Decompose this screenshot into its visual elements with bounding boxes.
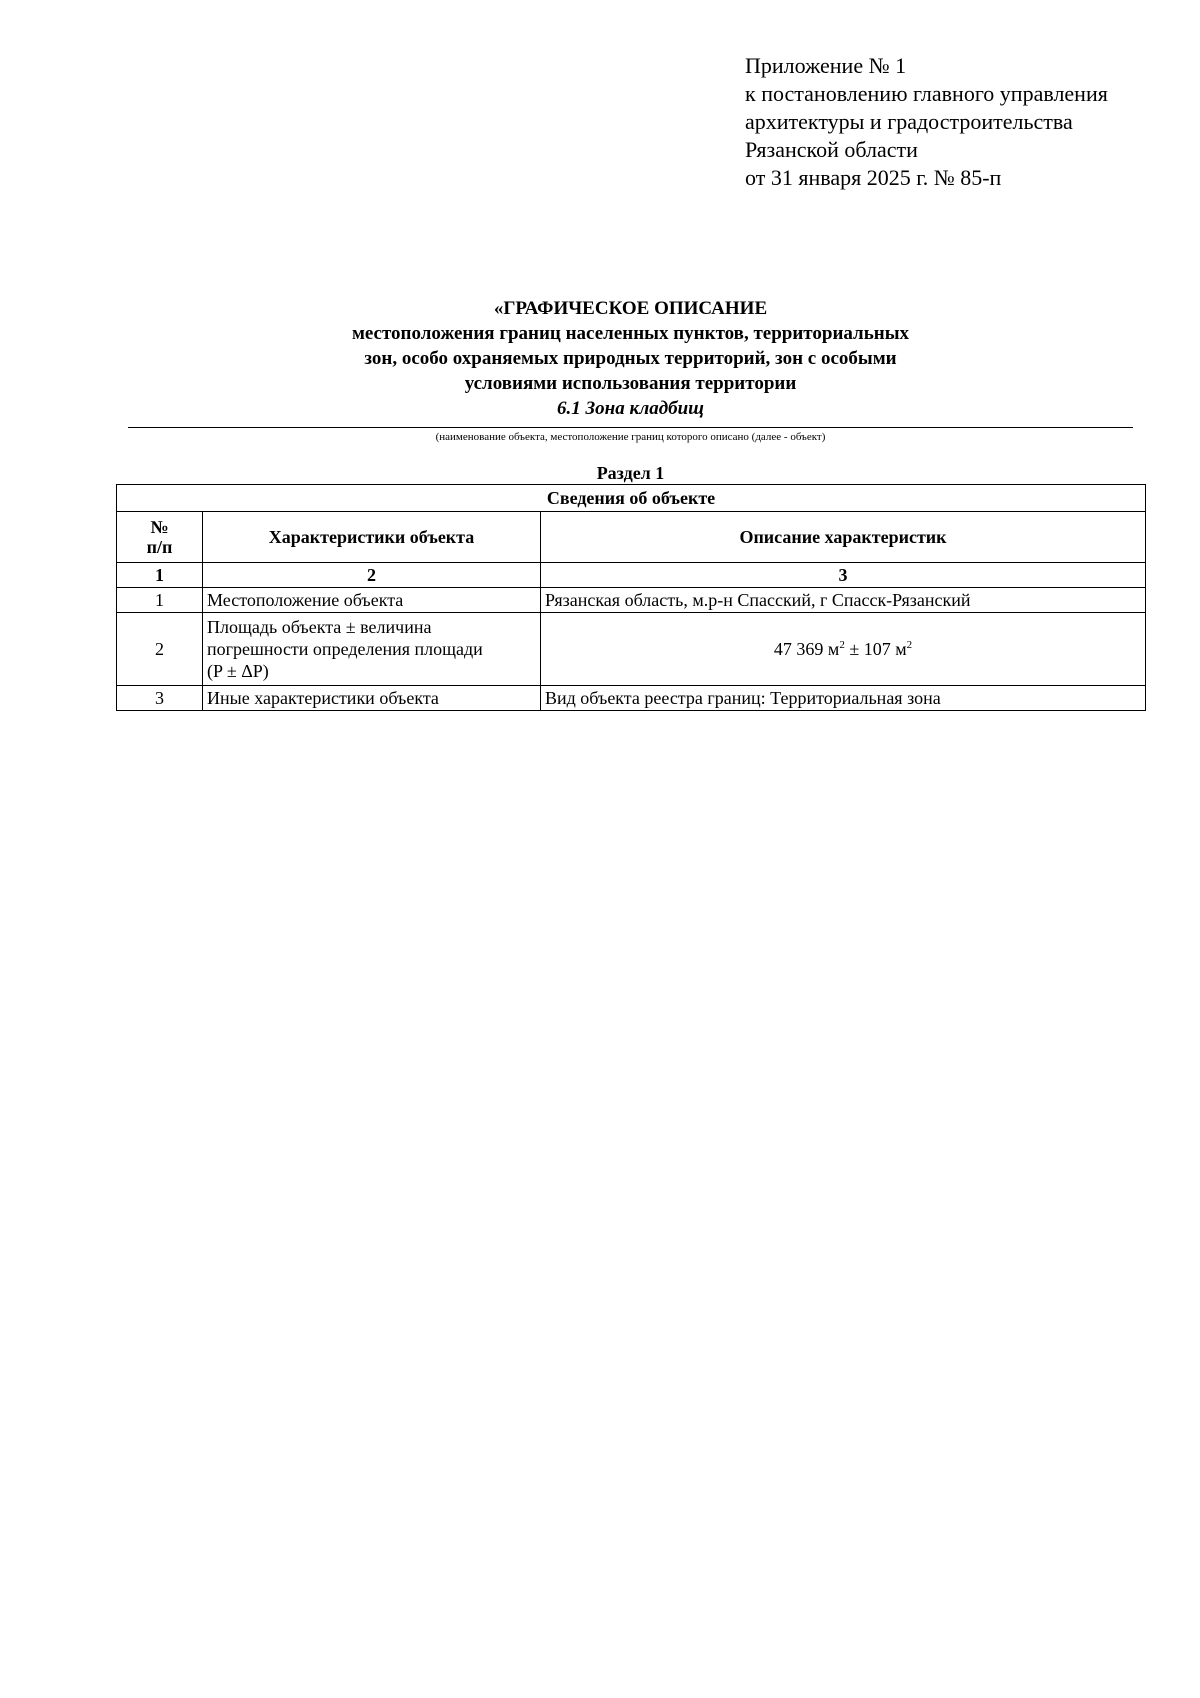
document-title	[128, 296, 1133, 421]
area-error: ± 107 м	[844, 639, 907, 659]
row-description: Вид объекта реестра границ: Территориальная зона	[541, 686, 1146, 711]
header-num-line: №	[150, 517, 169, 537]
row-description-area	[541, 613, 1146, 686]
column-number: 3	[541, 563, 1146, 588]
column-number-row	[117, 563, 1146, 588]
appendix-line: Приложение № 1	[745, 53, 907, 78]
header-num-line: п/п	[146, 537, 173, 557]
area-error-superscript: 2	[906, 639, 913, 651]
title-line: «ГРАФИЧЕСКОЕ ОПИСАНИЕ	[493, 298, 768, 319]
title-line: условиями использования территории	[464, 373, 797, 394]
row-num: 1	[117, 588, 203, 613]
table-caption-row	[117, 485, 1146, 512]
title-line: зон, особо охраняемых природных территорий, зон с особыми	[364, 348, 897, 369]
column-number: 2	[203, 563, 541, 588]
row-characteristic	[203, 613, 541, 686]
header-characteristic: Характеристики объекта	[203, 512, 541, 563]
row-num: 2	[117, 613, 203, 686]
appendix-line: к постановлению главного управления	[745, 81, 1108, 106]
row-characteristic: Иные характеристики объекта	[203, 686, 541, 711]
table-caption: Сведения об объекте	[117, 485, 1146, 512]
title-line: местоположения границ населенных пунктов, территориальных	[351, 323, 910, 344]
table-row	[117, 686, 1146, 711]
header-description: Описание характеристик	[541, 512, 1146, 563]
object-info-table	[116, 484, 1146, 711]
row-characteristic: Местоположение объекта	[203, 588, 541, 613]
table-header-row	[117, 512, 1146, 563]
row-num: 3	[117, 686, 203, 711]
row-description: Рязанская область, м.р-н Спасский, г Спасск-Рязанский	[541, 588, 1146, 613]
object-name: 6.1 Зона кладбищ	[556, 398, 705, 419]
area-superscript: 2	[839, 639, 845, 651]
header-num	[117, 512, 203, 563]
table-row	[117, 588, 1146, 613]
area-value: 47 369 м	[773, 639, 840, 659]
characteristic-line: погрешности определения площади	[207, 639, 483, 659]
object-name-underline	[128, 427, 1133, 428]
table-row	[117, 613, 1146, 686]
appendix-line: архитектуры и градостроительства	[745, 109, 1073, 134]
appendix-line: Рязанской области	[745, 137, 918, 162]
characteristic-line: (P ± ΔP)	[207, 661, 269, 681]
characteristic-line: Площадь объекта ± величина	[207, 617, 432, 637]
column-number: 1	[117, 563, 203, 588]
object-name-caption: (наименование объекта, местоположение границ которого описано (далее - объект)	[435, 431, 826, 443]
appendix-block	[745, 52, 1165, 192]
section-label: Раздел 1	[596, 463, 665, 483]
appendix-line: от 31 января 2025 г. № 85-п	[745, 165, 1002, 190]
